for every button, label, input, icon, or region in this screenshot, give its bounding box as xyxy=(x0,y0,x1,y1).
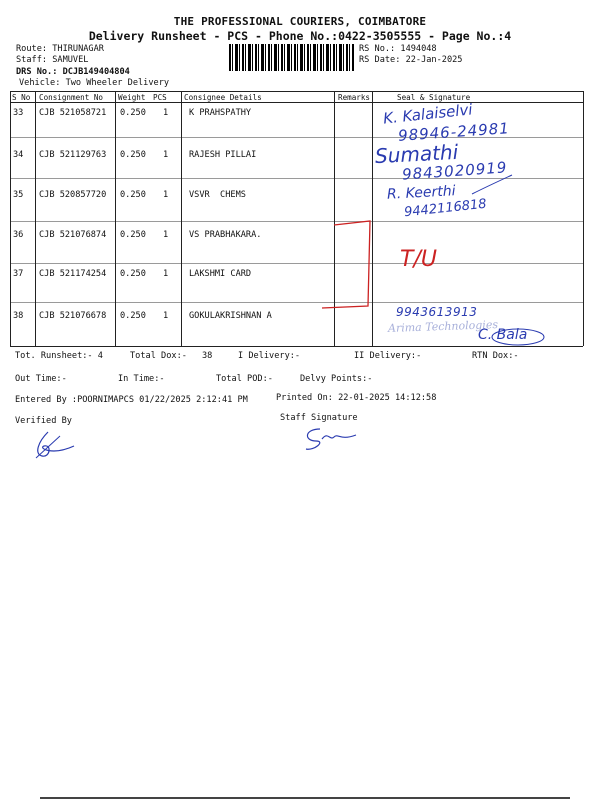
cell-consignee: K PRAHSPATHY xyxy=(189,108,252,118)
handwritten-phone: 9843020919 xyxy=(401,158,508,184)
staff-signature-label: Staff Signature xyxy=(280,413,358,423)
cell-pcs: 1 xyxy=(163,108,169,118)
cell-pcs: 1 xyxy=(163,190,169,200)
cell-weight: 0.250 xyxy=(120,108,146,118)
cell-consignment: CJB 520857720 xyxy=(39,190,107,200)
cell-consignment: CJB 521076678 xyxy=(39,311,107,321)
printed-on: Printed On: 22-01-2025 14:12:58 xyxy=(276,393,437,403)
red-handwritten-mark: T/U xyxy=(400,247,437,272)
cell-consignee: LAKSHMI CARD xyxy=(189,269,252,279)
col-header-pcs: PCS xyxy=(153,93,167,102)
handwritten-phone: 9943613913 xyxy=(396,305,478,319)
cell-pcs: 1 xyxy=(163,150,169,160)
drs-number: DRS No.: DCJB149404804 xyxy=(16,67,130,77)
out-time: Out Time:- xyxy=(15,374,67,384)
table-top-border xyxy=(10,91,583,92)
col-divider xyxy=(10,91,11,346)
cell-sno: 38 xyxy=(13,311,24,321)
col-divider xyxy=(35,91,36,346)
total-runsheet: Tot. Runsheet:- 4 xyxy=(15,351,103,361)
in-time: In Time:- xyxy=(118,374,165,384)
total-dox-label: Total Dox:- xyxy=(130,351,187,361)
vehicle: Vehicle: Two Wheeler Delivery xyxy=(19,78,170,88)
row-divider xyxy=(10,302,583,303)
staff-signature xyxy=(300,423,360,455)
verified-by-label: Verified By xyxy=(15,416,72,426)
col-header-seal: Seal & Signature xyxy=(397,93,471,102)
handwritten-signature: K. Kalaiselvi xyxy=(382,100,474,128)
cell-sno: 37 xyxy=(13,269,24,279)
cell-consignment: CJB 521129763 xyxy=(39,150,107,160)
row-divider xyxy=(10,221,583,222)
cell-sno: 34 xyxy=(13,150,24,160)
cell-pcs: 1 xyxy=(163,311,169,321)
cell-weight: 0.250 xyxy=(120,150,146,160)
page-bottom-border xyxy=(40,797,570,799)
company-stamp: Arima Technologies xyxy=(387,318,499,335)
handwritten-phone: 9442116818 xyxy=(403,196,488,221)
cell-weight: 0.250 xyxy=(120,190,146,200)
handwritten-signature: C. Bala xyxy=(478,327,528,343)
col-divider xyxy=(115,91,116,346)
red-bracket-mark xyxy=(318,216,378,316)
cell-pcs: 1 xyxy=(163,269,169,279)
verifier-signature xyxy=(30,428,80,463)
barcode xyxy=(229,44,354,71)
col-divider xyxy=(583,91,584,346)
col-header-weight: Weight xyxy=(118,93,146,102)
handwritten-signature: Sumathi xyxy=(374,139,459,169)
handwritten-phone: 98946-24981 xyxy=(397,119,511,145)
route: Route: THIRUNAGAR xyxy=(16,44,104,54)
rtn-dox: RTN Dox:- xyxy=(472,351,519,361)
entered-by: Entered By :POORNIMAPCS 01/22/2025 2:12:41 PM xyxy=(15,395,248,405)
cell-weight: 0.250 xyxy=(120,269,146,279)
delvy-points: Delvy Points:- xyxy=(300,374,373,384)
handwritten-signature: R. Keerthi xyxy=(386,183,456,203)
row-divider xyxy=(10,263,583,264)
col-header-remarks: Remarks xyxy=(338,93,371,102)
rs-date: RS Date: 22-Jan-2025 xyxy=(359,55,463,65)
cell-consignment: CJB 521058721 xyxy=(39,108,107,118)
cell-consignee: VS PRABHAKARA. xyxy=(189,230,262,240)
cell-consignment: CJB 521174254 xyxy=(39,269,107,279)
cell-sno: 36 xyxy=(13,230,24,240)
cell-consignment: CJB 521076874 xyxy=(39,230,107,240)
cell-pcs: 1 xyxy=(163,230,169,240)
col-header-consignee: Consignee Details xyxy=(184,93,262,102)
ii-delivery: II Delivery:- xyxy=(354,351,422,361)
page-title: Delivery Runsheet - PCS - Phone No.:0422-3505555 - Page No.:4 xyxy=(88,29,512,43)
table-header-border xyxy=(10,102,583,103)
cell-weight: 0.250 xyxy=(120,230,146,240)
company-name: THE PROFESSIONAL COURIERS, COIMBATORE xyxy=(173,15,427,28)
cell-consignee: GOKULAKRISHNAN A xyxy=(189,311,272,321)
col-divider xyxy=(181,91,182,346)
cell-consignee: VSVR CHEMS xyxy=(189,190,246,200)
staff: Staff: SAMUVEL xyxy=(16,55,89,65)
cell-consignee: RAJESH PILLAI xyxy=(189,150,257,160)
rs-number: RS No.: 1494048 xyxy=(359,44,437,54)
signature-stroke xyxy=(470,172,515,197)
col-header-consignment: Consignment No xyxy=(39,93,104,102)
total-pod: Total POD:- xyxy=(216,374,273,384)
col-header-sno: S No xyxy=(12,93,31,102)
cell-weight: 0.250 xyxy=(120,311,146,321)
cell-sno: 33 xyxy=(13,108,24,118)
i-delivery: I Delivery:- xyxy=(238,351,301,361)
total-dox-value: 38 xyxy=(202,351,213,361)
signature-stroke xyxy=(488,325,548,347)
cell-sno: 35 xyxy=(13,190,24,200)
